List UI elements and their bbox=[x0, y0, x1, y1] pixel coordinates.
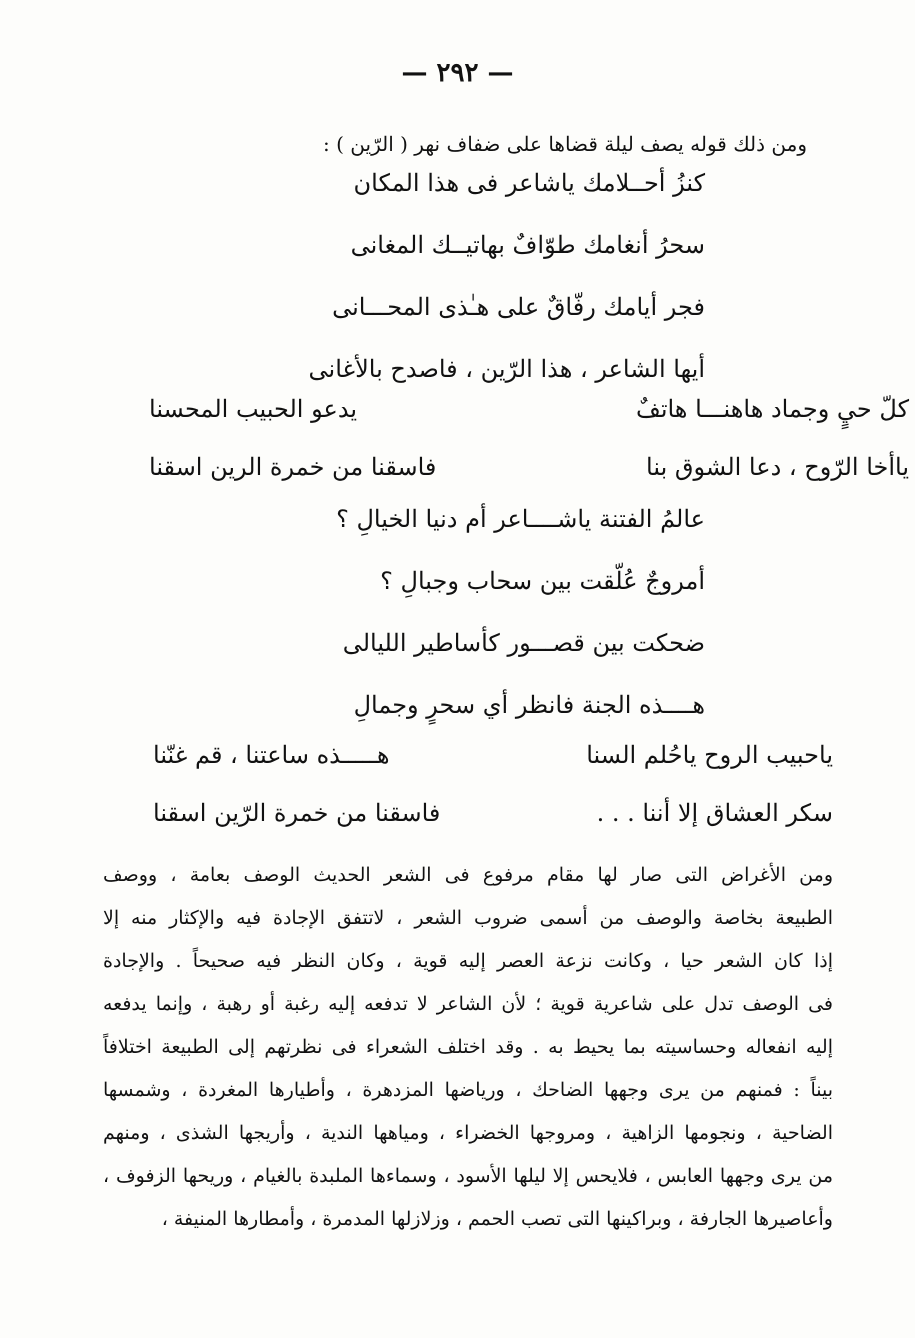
verse-line: كنزُ أحــلامك ياشاعر فى هذا المكان bbox=[353, 169, 705, 197]
first-hemistich: كلّ حيٍ وجماد هاهنـــا هاتفٌ bbox=[635, 395, 909, 423]
first-hemistich: ياأخا الرّوح ، دعا الشوق بنا bbox=[646, 453, 909, 481]
prose-line: الضاحية ، ونجومها الزاهية ، ومروجها الخضراء ، ومياهها الندية ، وأريجها الشذى ، ومنهم bbox=[103, 1122, 833, 1144]
second-hemistich: فاسقنا من خمرة الرين اسقنا bbox=[149, 453, 437, 481]
couplet-row bbox=[153, 726, 833, 784]
prose-line: إذا كان الشعر حيا ، وكانت نزعة العصر إليه قوية ، وكان النظر فيه صحيحاً . والإجادة bbox=[103, 950, 833, 972]
verse-line: هــــذه الجنة فانظر أي سحرٍ وجمالِ bbox=[353, 691, 705, 719]
page-number: — ٢٩٢ — bbox=[401, 58, 514, 88]
prose-line: الطبيعة بخاصة والوصف من أسمى ضروب الشعر ، لاتتفق الإجادة فيه والإكثار منه إلا bbox=[103, 907, 833, 929]
prose-line: وأعاصيرها الجارفة ، وبراكينها التى تصب الحمم ، وزلازلها المدمرة ، وأمطارها المنيفة ، bbox=[161, 1208, 833, 1230]
poem-couplets-2 bbox=[153, 726, 833, 842]
poem-introduction: ومن ذلك قوله يصف ليلة قضاها على ضفاف نهر ( الرّين ) : bbox=[323, 132, 807, 156]
couplet-row bbox=[153, 784, 833, 842]
second-hemistich: هـــــذه ساعتنا ، قم غنّنا bbox=[153, 741, 390, 769]
first-hemistich: سكر العشاق إلا أننا . . . bbox=[596, 799, 833, 827]
poem-stanza-1 bbox=[225, 152, 705, 400]
verse-line: أيها الشاعر ، هذا الرّين ، فاصدح بالأغانى bbox=[308, 355, 705, 383]
prose-paragraph bbox=[103, 854, 833, 1241]
verse-line: فجر أيامك رفّاقٌ على هـٰذى المحـــانى bbox=[332, 293, 705, 321]
verse-line: ضحكت بين قصـــور كأساطير الليالى bbox=[342, 629, 705, 657]
prose-line: إليه انفعاله وحساسيته بما يحيط به . وقد اختلف الشعراء فى نظرتهم إلى الطبيعة اختلافاً bbox=[103, 1036, 833, 1058]
poem-couplets-1 bbox=[149, 380, 909, 496]
first-hemistich: ياحبيب الروح ياحُلم السنا bbox=[586, 741, 833, 769]
prose-line: من يرى وجهها العابس ، فلايحس إلا ليلها الأسود ، وسماءها الملبدة بالغيام ، وريحها الزفوف ، bbox=[103, 1165, 833, 1187]
verse-line: سحرُ أنغامك طوّافٌ بهاتيــك المغانى bbox=[350, 231, 705, 259]
poem-stanza-2 bbox=[225, 488, 705, 736]
couplet-row bbox=[149, 380, 909, 438]
verse-line: أمروجٌ عُلّقت بين سحاب وجبالِ ؟ bbox=[380, 567, 705, 595]
second-hemistich: فاسقنا من خمرة الرّين اسقنا bbox=[153, 799, 441, 827]
prose-line: ومن الأغراض التى صار لها مقام مرفوع فى الشعر الحديث الوصف بعامة ، ووصف bbox=[103, 864, 833, 886]
prose-line: فى الوصف تدل على شاعرية قوية ؛ لأن الشاعر لا تدفعه إليه رغبة أو رهبة ، وإنما يدفعه bbox=[103, 993, 833, 1015]
second-hemistich: يدعو الحبيب المحسنا bbox=[149, 395, 358, 423]
verse-line: عالمُ الفتنة ياشــــاعر أم دنيا الخيالِ ؟ bbox=[336, 505, 705, 533]
prose-line: بيناً : فمنهم من يرى وجهها الضاحك ، ورياضها المزدهرة ، وأطيارها المغردة ، وشمسها bbox=[103, 1079, 833, 1101]
